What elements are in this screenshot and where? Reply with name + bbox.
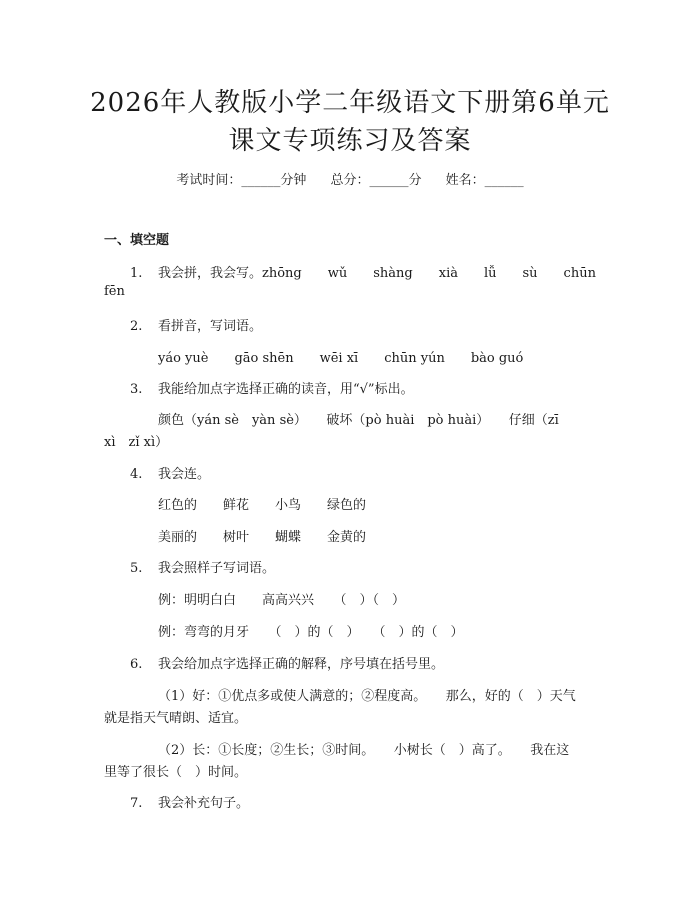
question-number: 2. — [130, 319, 143, 334]
document-title-line-2: 课文专项练习及答案 — [228, 126, 472, 156]
exam-time: 考试时间：______分钟 — [176, 173, 307, 188]
question-number: 3. — [130, 382, 143, 397]
question-2-pinyin: yáo yuè gāo shēn wēi xī chūn yún bào guó — [158, 351, 524, 366]
question-5 — [130, 557, 275, 576]
question-4-row-1: 红色的 鲜花 小鸟 绿色的 — [158, 498, 367, 513]
question-6-part-1-line-1: （1）好：①优点多或使人满意的；②程度高。 那么，好的（ ）天气 — [158, 689, 576, 704]
section-heading-fill-blank: 一、填空题 — [104, 233, 170, 248]
question-1 — [130, 262, 596, 281]
exam-meta — [0, 169, 700, 188]
question-5-example-2: 例：弯弯的月牙 （ ）的（ ） （ ）的（ ） — [158, 625, 464, 640]
question-number: 1. — [130, 266, 143, 281]
question-text: 我会连。 — [158, 467, 211, 482]
question-3-options-line-1: 颜色（yán sè yàn sè） 破坏（pò huài pò huài） 仔细（zī — [158, 413, 559, 428]
question-text: 我会拼，我会写。zhōng wǔ shàng xià lǚ sù chūn — [158, 266, 596, 281]
question-text: 我会补充句子。 — [158, 796, 250, 811]
question-5-example-1: 例：明明白白 高高兴兴 （ ）（ ） — [158, 593, 406, 608]
question-text: 我能给加点字选择正确的读音，用“√”标出。 — [158, 382, 414, 397]
question-6 — [130, 653, 444, 672]
question-number: 7. — [130, 796, 143, 811]
question-2 — [130, 315, 262, 334]
question-3-options-line-2: xì zǐ xì） — [104, 435, 169, 450]
question-number: 6. — [130, 657, 143, 672]
question-4 — [130, 463, 210, 482]
exam-total-score: 总分：______分 — [330, 173, 422, 188]
question-text: 我会给加点字选择正确的解释，序号填在括号里。 — [158, 657, 445, 672]
question-1-continued: fēn — [104, 284, 125, 299]
question-7 — [130, 792, 249, 811]
student-name: 姓名：______ — [445, 173, 524, 188]
question-text: 我会照样子写词语。 — [158, 561, 276, 576]
question-6-part-2-line-1: （2）长：①长度；②生长；③时间。 小树长（ ）高了。 我在这 — [158, 743, 570, 758]
question-3 — [130, 378, 414, 397]
question-6-part-1-line-2: 就是指天气晴朗、适宜。 — [104, 711, 248, 726]
document-title-line-1: 2026年人教版小学二年级语文下册第6单元 — [90, 88, 610, 118]
question-text: 看拼音，写词语。 — [158, 319, 263, 334]
question-number: 4. — [130, 467, 143, 482]
question-4-row-2: 美丽的 树叶 蝴蝶 金黄的 — [158, 530, 367, 545]
question-6-part-2-line-2: 里等了很长（ ）时间。 — [104, 765, 248, 780]
question-number: 5. — [130, 561, 143, 576]
